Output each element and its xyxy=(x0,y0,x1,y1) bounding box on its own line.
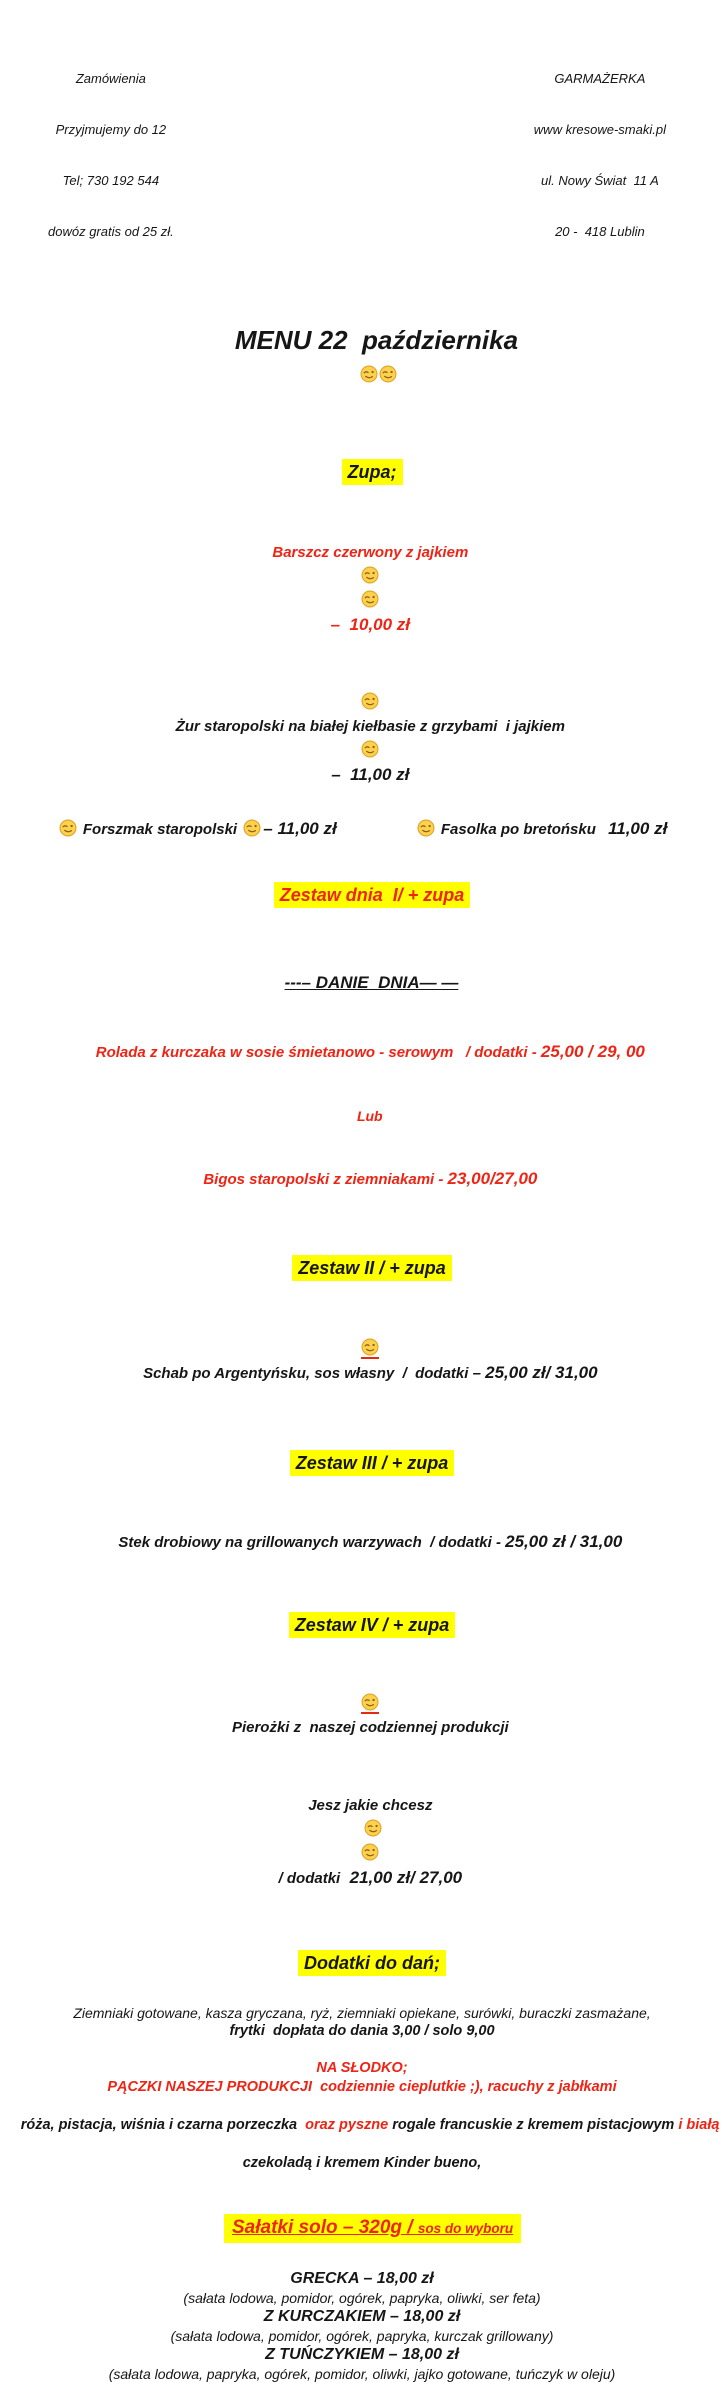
item-text: / dodatki xyxy=(278,1870,341,1887)
restaurant-name: GARMAŻERKA xyxy=(554,71,646,86)
salatki-heading-label xyxy=(224,2214,521,2243)
menu-item-rolada xyxy=(0,1016,724,1089)
menu-item-bigos xyxy=(0,1143,724,1216)
item-name: Bigos staropolski z ziemniakami - xyxy=(203,1171,448,1188)
section-heading-zestaw-2 xyxy=(0,1231,724,1305)
zestaw3-heading-label: Zestaw III / + zupa xyxy=(290,1450,455,1476)
wink-emoji-icon xyxy=(59,819,77,837)
item-price: 25,00 zł/ 31,00 xyxy=(485,1363,598,1382)
wink-emoji-icon xyxy=(361,1843,379,1861)
salatki-heading-main: Sałatki solo – 320g / xyxy=(231,2217,418,2238)
section-heading-zupa xyxy=(0,435,724,509)
salad-desc: (sałata lodowa, pomidor, ogórek, papryka, oliwki, ser feta) xyxy=(183,2290,541,2306)
website: www kresowe-smaki.pl xyxy=(533,122,666,137)
delivery-info: dowóz gratis od 25 zł. xyxy=(48,224,174,239)
section-heading-zestaw-1 xyxy=(0,858,724,932)
menu-item-zur xyxy=(0,667,724,812)
wink-emoji-icon xyxy=(379,359,397,377)
dodatki-heading-label: Dodatki do dań; xyxy=(298,1950,446,1976)
item-text: Jesz jakie chcesz xyxy=(308,1797,433,1814)
item-name: Żur staropolski na białej kiełbasie z grzybami i jajkiem xyxy=(175,718,565,735)
dodatki-list: Ziemniaki gotowane, kasza gryczana, ryż, ziemniaki opiekane, surówki, buraczki zasmażane, xyxy=(73,2005,651,2021)
zestaw1-heading-label: Zestaw dnia I/ + zupa xyxy=(274,882,471,908)
item-price: 25,00 / 29, 00 xyxy=(540,1042,645,1061)
salad-desc: (sałata lodowa, pomidor, ogórek, papryka, kurczak grillowany) xyxy=(170,2328,554,2344)
item-price: 11,00 zł xyxy=(608,819,668,838)
danie-dnia-label: ---– DANIE DNIA— — xyxy=(284,973,459,992)
kinder-line: czekoladą i kremem Kinder bueno, xyxy=(242,2155,482,2171)
order-info-line: Przyjmujemy do 12 xyxy=(55,122,167,137)
wink-emoji-icon xyxy=(361,1338,379,1359)
street-address: ul. Nowy Świat 11 A xyxy=(541,173,659,188)
item-price: – 10,00 zł xyxy=(330,615,411,634)
item-price: 25,00 zł / 31,00 xyxy=(505,1532,623,1551)
danie-dnia-heading xyxy=(0,953,724,1013)
order-info-line: Zamówienia xyxy=(75,71,146,86)
menu-item-schab xyxy=(0,1313,724,1410)
lub-separator xyxy=(0,1089,724,1143)
wink-emoji-icon xyxy=(417,819,435,837)
wink-emoji-icon xyxy=(361,692,379,710)
menu-item-pierozki-price xyxy=(0,1770,724,1915)
zestaw2-heading-label: Zestaw II / + zupa xyxy=(292,1255,452,1281)
salad-desc: (sałata lodowa, papryka, ogórek, pomidor, oliwki, jajko gotowane, tuńczyk w oleju) xyxy=(108,2366,616,2382)
menu-title-row xyxy=(0,294,724,418)
section-heading-zestaw-4 xyxy=(0,1588,724,1662)
lub-label: Lub xyxy=(356,1108,383,1124)
na-slodko-heading: NA SŁODKO; xyxy=(316,2060,408,2076)
salad-name: Z KURCZAKIEM – 18,00 zł xyxy=(263,2308,461,2325)
paczki-line: PĄCZKI NASZEJ PRODUKCJI codziennie cieplutkie ;), racuchy z jabłkami xyxy=(107,2079,617,2095)
item-price: 21,00 zł/ 27,00 xyxy=(340,1868,463,1887)
city-address: 20 - 418 Lublin xyxy=(555,224,645,239)
wink-emoji-icon xyxy=(361,740,379,758)
flavors-red-segment: i białą xyxy=(678,2117,720,2133)
wink-emoji-icon xyxy=(364,1819,382,1837)
wink-emoji-icon xyxy=(361,1693,379,1714)
soup-row xyxy=(0,817,724,842)
item-name: Rolada z kurczaka w sosie śmietanowo - serowym / dodatki - xyxy=(95,1044,541,1061)
salad-name: Z TUŃCZYKIEM – 18,00 zł xyxy=(265,2346,459,2363)
section-heading-dodatki xyxy=(0,1926,724,2000)
salad-name: GRECKA – 18,00 zł xyxy=(290,2270,434,2287)
flavors-red-segment: oraz pyszne xyxy=(301,2117,393,2133)
phone-number: Tel; 730 192 544 xyxy=(62,173,160,188)
menu-item-pierozki xyxy=(0,1668,724,1764)
zupa-heading-label: Zupa; xyxy=(342,459,403,485)
item-name: Schab po Argentyńsku, sos własny / dodatki – xyxy=(143,1365,486,1382)
frytki-note: frytki dopłata do dania 3,00 / solo 9,00 xyxy=(229,2023,495,2039)
flavors-black-segment: róża, pistacja, wiśnia i czarna porzeczka xyxy=(20,2117,302,2133)
salatki-heading-small: sos do wyboru xyxy=(417,2221,514,2236)
item-name: Barszcz czerwony z jajkiem xyxy=(272,544,469,561)
wink-emoji-icon xyxy=(361,590,379,608)
page-header xyxy=(0,0,724,274)
menu-item-forszmak xyxy=(57,817,337,842)
section-heading-salatki xyxy=(0,2188,724,2269)
wink-emoji-icon xyxy=(360,359,378,377)
menu-item-stek xyxy=(0,1506,724,1579)
page-title: MENU 22 października xyxy=(234,325,519,355)
item-name: Fasolka po bretońsku xyxy=(440,821,596,838)
item-name: Stek drobiowy na grillowanych warzywach / dodatki - xyxy=(118,1534,506,1551)
flavors-black-segment: rogale francuskie z kremem pistacjowym xyxy=(392,2117,679,2133)
wink-emoji-icon xyxy=(243,819,261,837)
section-heading-zestaw-3 xyxy=(0,1426,724,1500)
item-name: Forszmak staropolski xyxy=(82,821,238,838)
zestaw4-heading-label: Zestaw IV / + zupa xyxy=(289,1612,456,1638)
menu-item-fasolka xyxy=(415,817,668,842)
wink-emoji-icon xyxy=(361,566,379,584)
item-price: – 11,00 zł xyxy=(331,765,410,784)
item-name: Pierożki z naszej codziennej produkcji xyxy=(231,1719,509,1736)
menu-item-barszcz xyxy=(0,517,724,662)
item-price: – 11,00 zł xyxy=(263,819,337,838)
order-info-block xyxy=(48,36,174,274)
item-price: 23,00/27,00 xyxy=(447,1169,538,1188)
restaurant-info-block xyxy=(534,36,666,274)
flavors-line xyxy=(0,2097,724,2154)
